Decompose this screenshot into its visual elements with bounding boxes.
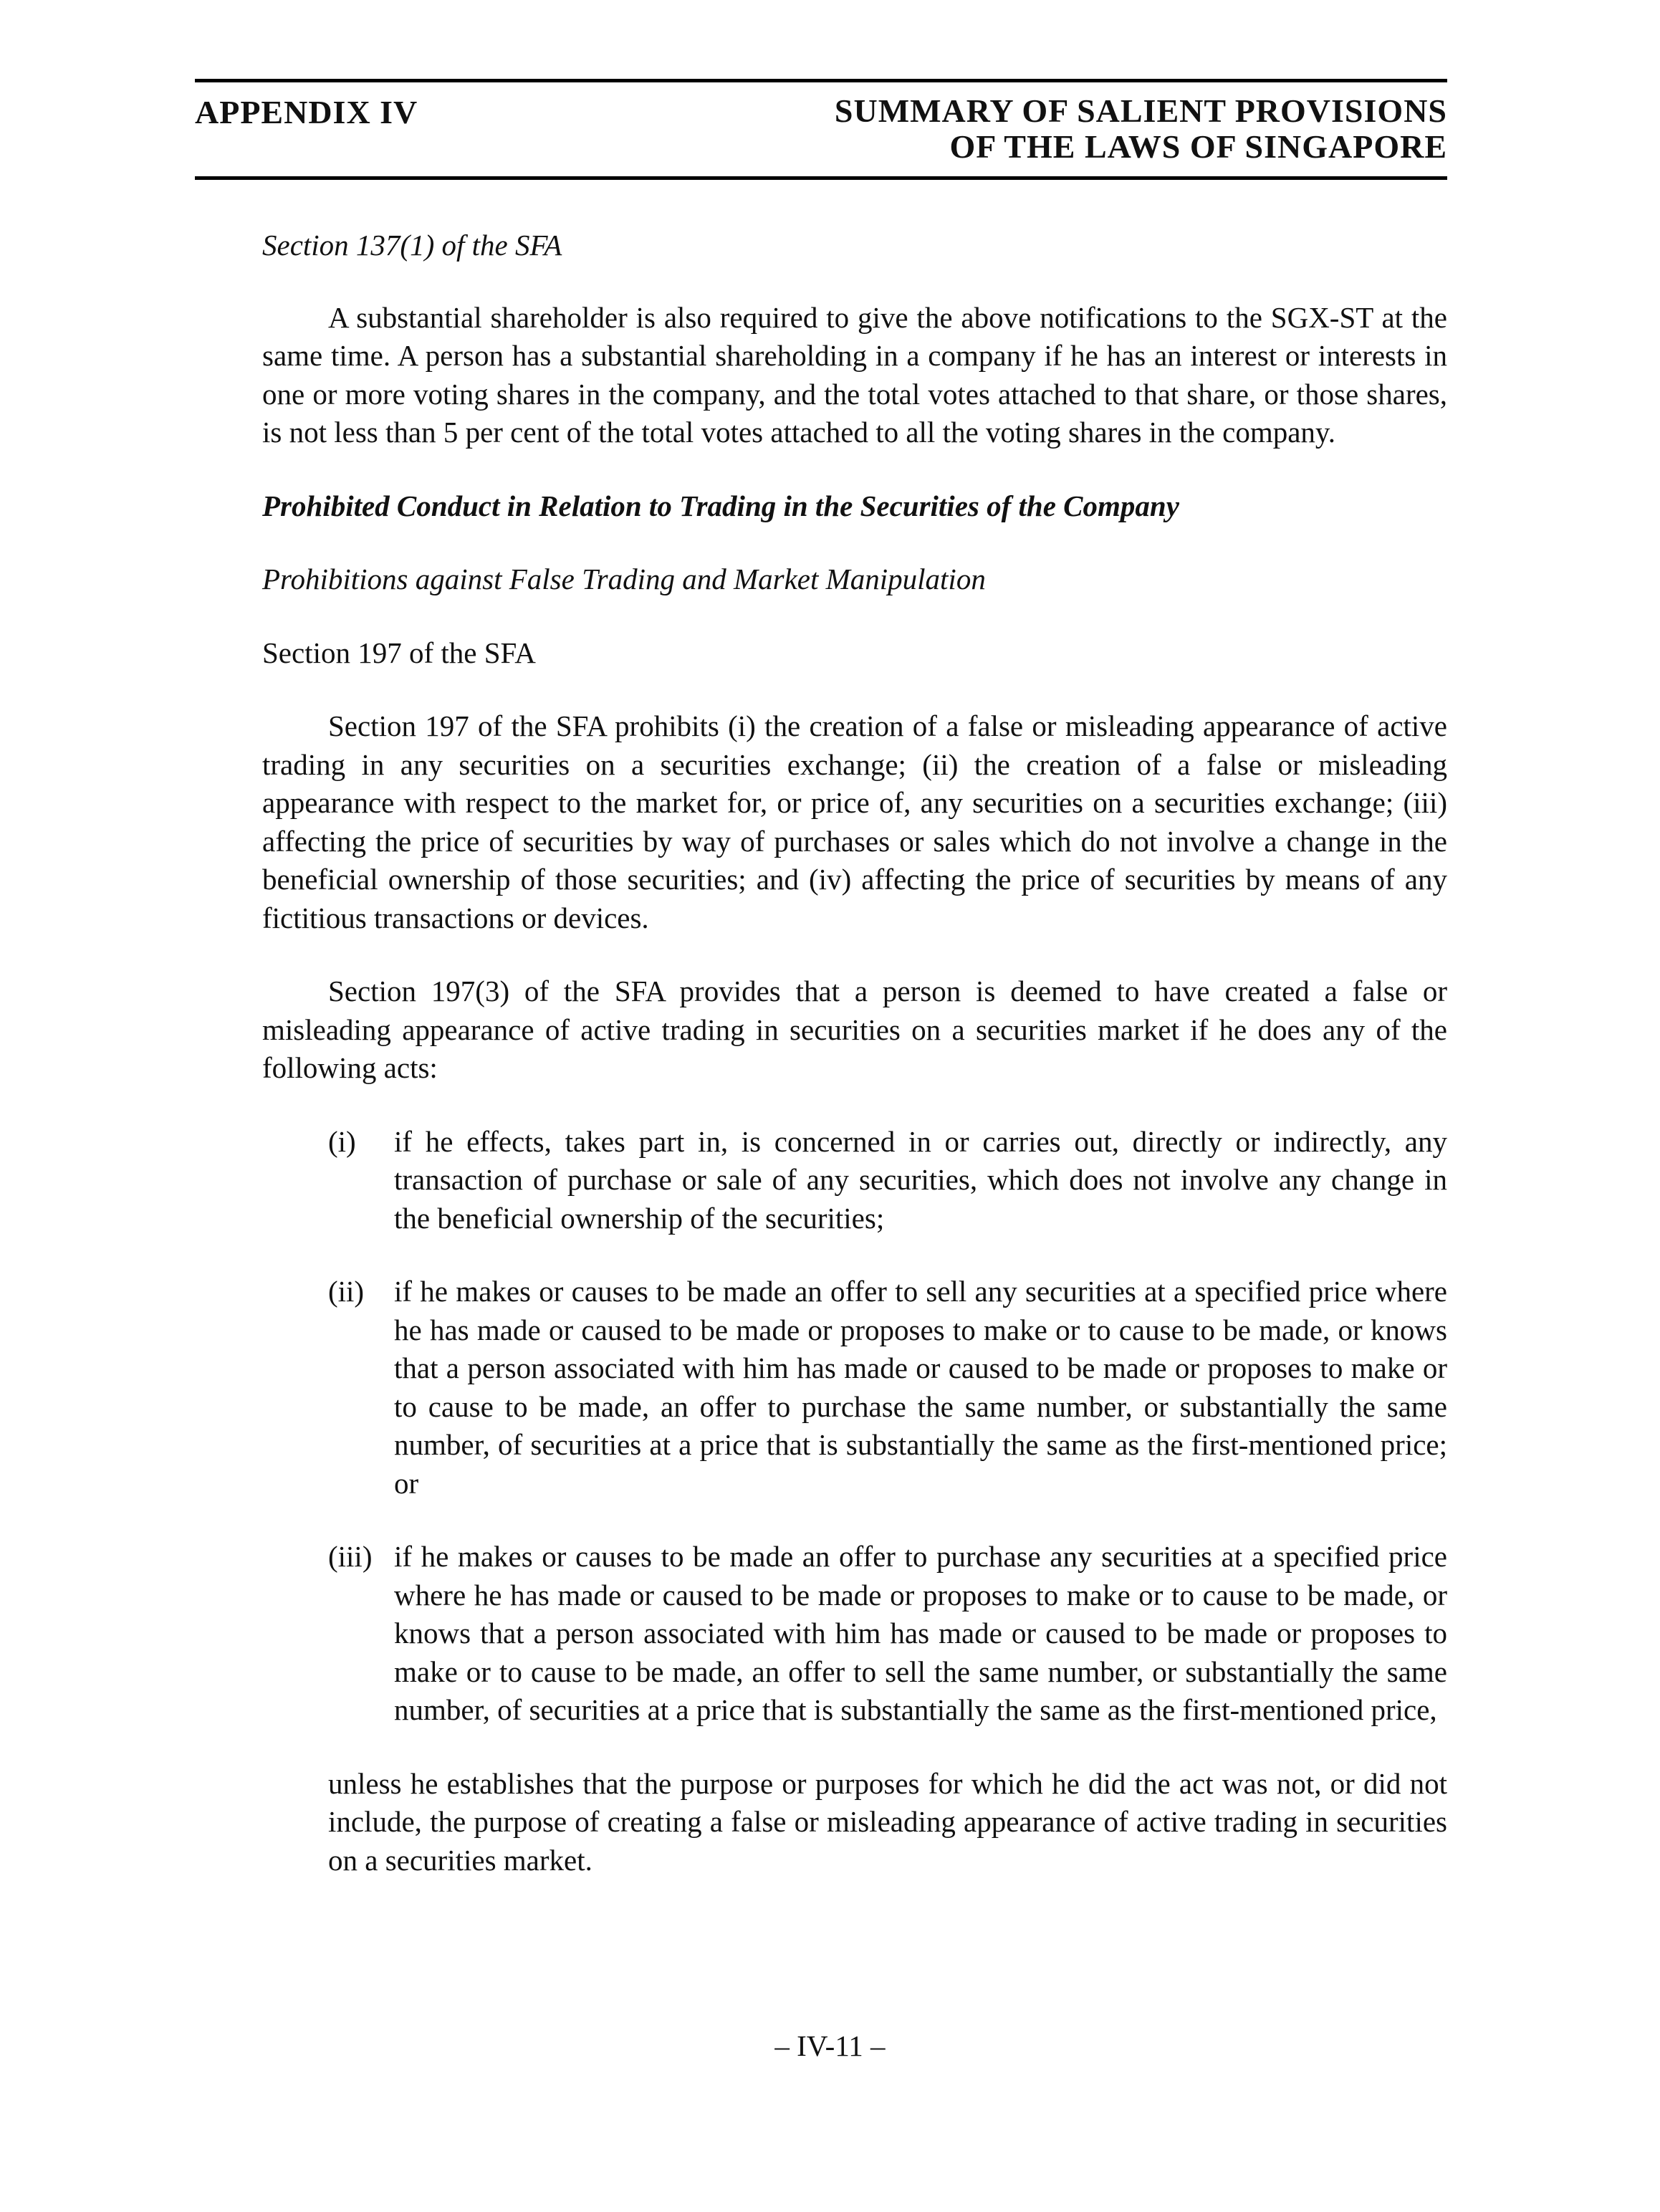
appendix-title [835, 93, 1447, 165]
section-197-3-paragraph: Section 197(3) of the SFA provides that a person is deemed to have created a false or misleading appearance of active trading in securities on a securities market if he does any of the following acts: [262, 975, 1447, 1084]
header-top-rule [195, 79, 1447, 82]
list-item-text: if he effects, takes part in, is concerned in or carries out, directly or indirectly, any transaction of purchase or sale of any securities, which does not involve any change in the beneficial ownership of the securities; [394, 1124, 1447, 1235]
list-item [328, 1123, 1447, 1238]
list-item-number: (ii) [328, 1275, 365, 1308]
appendix-label: APPENDIX IV [195, 94, 418, 130]
list-item-number: (iii) [328, 1540, 373, 1573]
false-trading-heading: Prohibitions against False Trading and Market Manipulation [262, 562, 986, 595]
list-item-text: if he makes or causes to be made an offer to sell any securities at a specified price where he has made or caused to be made or proposes to make or to cause to be made, or knows that a person associated with him has made or caused to be made or proposes to make or to cause to be made, an offer to purchase the same number, or substantially the same number, of securities at a price that is substantially the same as the first-mentioned price; or [394, 1275, 1447, 1500]
list-item [328, 1538, 1447, 1730]
section-197-heading: Section 197 of the SFA [262, 636, 536, 669]
page-number: – IV-11 – [774, 2029, 886, 2062]
section-197-paragraph: Section 197 of the SFA prohibits (i) the creation of a false or misleading appearance of active trading in any securities on a securities exchange; (ii) the creation of a false or misleading appearance with respect to the market for, or price of, any securities on a securities exchange; (iii) affecting the price of securities by way of purchases or sales which do not involve a change in the beneficial ownership of those securities; and (iv) affecting the price of securities by means of any fictitious transactions or devices. [262, 709, 1447, 934]
section-137-heading: Section 137(1) of the SFA [262, 229, 562, 262]
acts-list [262, 1123, 1447, 1730]
list-item [328, 1273, 1447, 1503]
unless-paragraph: unless he establishes that the purpose or purposes for which he did the act was not, or did not include, the purpose of creating a false or misleading appearance of active trading in securities on a securities market. [328, 1766, 1447, 1877]
appendix-title-line-2: OF THE LAWS OF SINGAPORE [949, 128, 1447, 165]
list-item-text: if he makes or causes to be made an offer to purchase any securities at a specified price where he has made or caused to be made or proposes to make or to cause to be made, or knows that a person associated with him has made or caused to be made or proposes to make or to cause to be made, an offer to sell the same number, or substantially the same number, of securities at a price that is substantially the same as the first-mentioned price, [394, 1540, 1447, 1726]
list-item-number: (i) [328, 1124, 356, 1158]
section-137-paragraph: A substantial shareholder is also required to give the above notifications to the SGX-ST at the same time. A person has a substantial shareholding in a company if he has an interest or interests in one or more voting shares in the company, and the total votes attached to that share, or those shares, is not less than 5 per cent of the total votes attached to all the voting shares in the company. [262, 300, 1447, 449]
document-body [262, 226, 1447, 1880]
appendix-title-line-1: SUMMARY OF SALIENT PROVISIONS [834, 92, 1447, 129]
header-bottom-rule [195, 176, 1447, 180]
prohibited-conduct-heading: Prohibited Conduct in Relation to Trading in the Securities of the Company [262, 489, 1179, 522]
